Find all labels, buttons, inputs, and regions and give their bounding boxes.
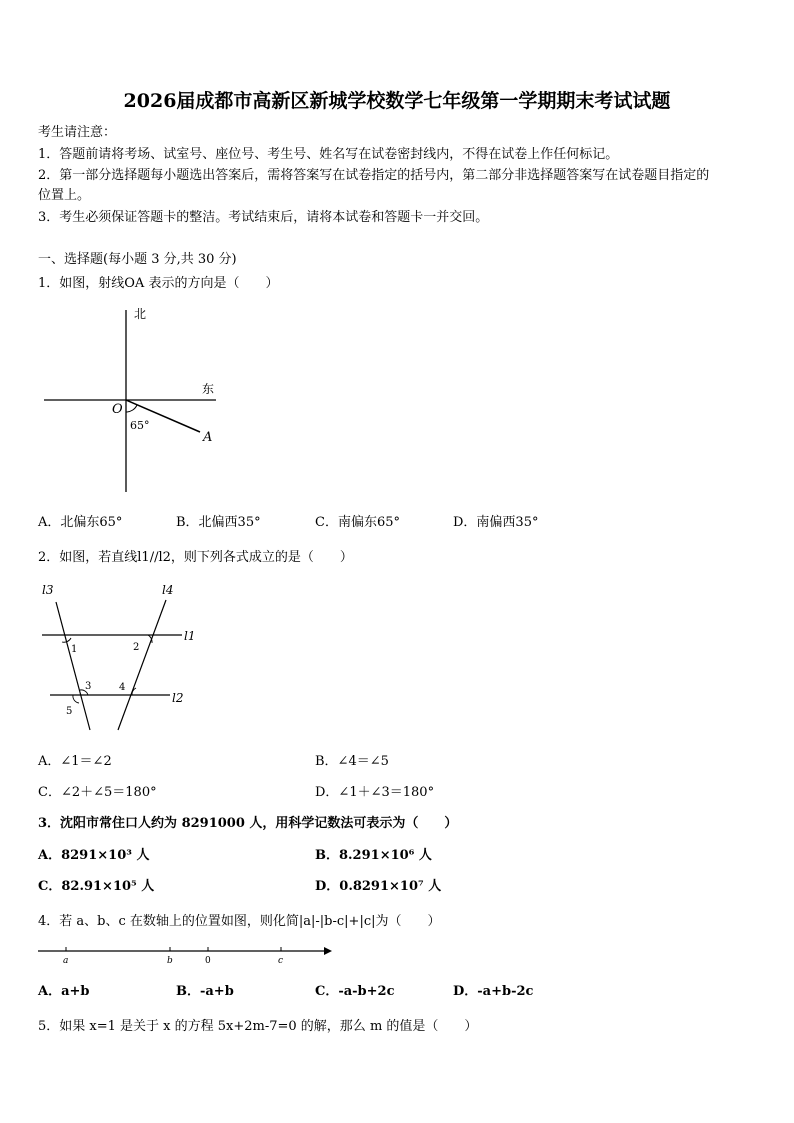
q4-option-a: A．a+b (38, 984, 90, 999)
number-line-figure (36, 942, 336, 968)
q4-option-c: C．-a-b+2c (315, 984, 395, 999)
question-4-stem: 4．若 a、b、c 在数轴上的位置如图，则化简|a|-|b-c|+|c|为（ ） (38, 914, 441, 929)
axis-a-label: a (63, 956, 69, 966)
notice-heading: 考生请注意： (38, 125, 117, 140)
angle-2-label: 2 (133, 642, 140, 653)
notice-item: 1．答题前请将考场、试室号、座位号、考生号、姓名写在试卷密封线内，不得在试卷上作任何标记。 (38, 147, 619, 162)
question-2-stem: 2．如图，若直线l1//l2，则下列各式成立的是（ ） (38, 550, 353, 565)
section-heading: 一、选择题(每小题 3 分,共 30 分) (38, 252, 237, 267)
l1-label: l1 (184, 629, 196, 643)
east-label: 东 (202, 382, 215, 396)
q4-option-b: B．-a+b (176, 984, 234, 999)
question-5-stem: 5．如果 x=1 是关于 x 的方程 5x+2m-7=0 的解，那么 m 的值是（ ） (38, 1019, 478, 1034)
q1-option-c: C．南偏东65° (315, 515, 400, 530)
q1-option-d: D．南偏西35° (453, 515, 539, 530)
q4-option-d: D．-a+b-2c (453, 984, 534, 999)
notice-item: 2．第一部分选择题每小题选出答案后，需将答案写在试卷指定的括号内，第二部分非选择题答案写在试卷题目指定的 (38, 168, 710, 183)
axis-c-label: c (278, 956, 284, 966)
q3-option-c: C．82.91×10⁵ 人 (38, 879, 155, 894)
q2-option-c: C．∠2＋∠5＝180° (38, 785, 157, 800)
l2-label: l2 (172, 691, 184, 705)
angle-label: 65° (130, 419, 150, 432)
axis-b-label: b (167, 956, 173, 966)
q3-option-b: B．8.291×10⁶ 人 (315, 848, 432, 863)
north-label: 北 (134, 307, 147, 321)
compass-figure (40, 300, 230, 495)
angle-3-label: 3 (85, 681, 92, 692)
page-title: 2026届成都市高新区新城学校数学七年级第一学期期末考试试题 (123, 90, 671, 112)
q2-option-b: B．∠4＝∠5 (315, 754, 389, 769)
axis-zero-label: 0 (205, 956, 211, 966)
q3-option-d: D．0.8291×10⁷ 人 (315, 879, 442, 894)
q2-option-d: D．∠1＋∠3＝180° (315, 785, 435, 800)
parallel-lines-figure (36, 580, 206, 735)
angle-5-label: 5 (66, 706, 73, 717)
notice-item: 位置上。 (38, 188, 91, 203)
q1-option-a: A．北偏东65° (38, 515, 123, 530)
question-3-stem: 3．沈阳市常住口人约为 8291000 人，用科学记数法可表示为（ ） (38, 816, 458, 831)
origin-label: O (112, 402, 123, 417)
angle-1-label: 1 (71, 644, 78, 655)
question-1-stem: 1．如图，射线OA 表示的方向是（ ） (38, 276, 279, 291)
angle-4-label: 4 (119, 682, 126, 693)
point-a-label: A (203, 430, 213, 445)
l4-label: l4 (162, 583, 174, 597)
q3-option-a: A．8291×10³ 人 (38, 848, 150, 863)
q2-option-a: A．∠1＝∠2 (38, 754, 112, 769)
l3-label: l3 (42, 583, 54, 597)
q1-option-b: B．北偏西35° (176, 515, 261, 530)
notice-item: 3．考生必须保证答题卡的整洁。考试结束后，请将本试卷和答题卡一并交回。 (38, 210, 489, 225)
